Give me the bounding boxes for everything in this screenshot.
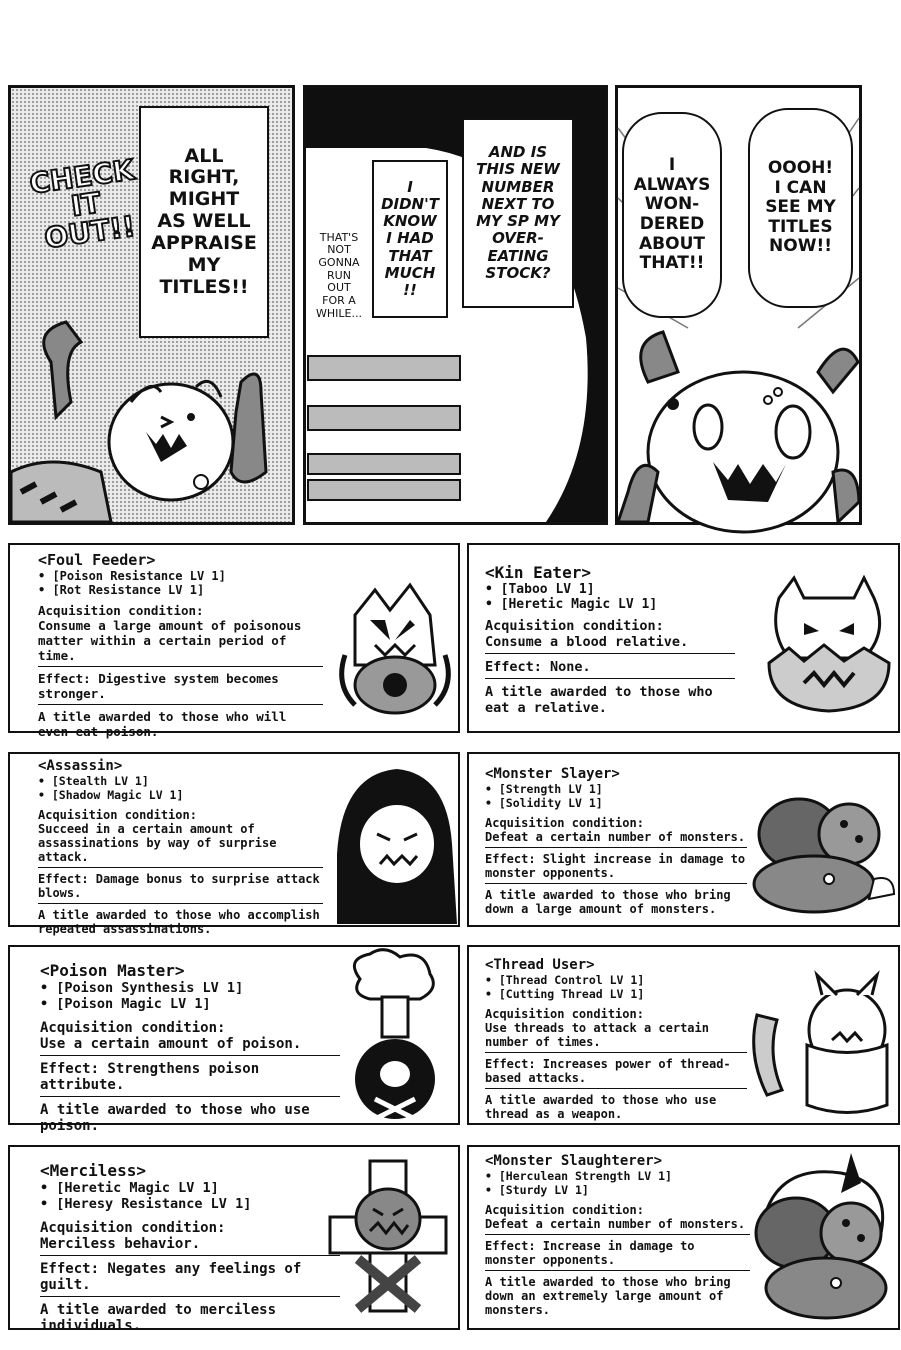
- title-skill: • [Heresy Resistance LV 1]: [40, 1196, 252, 1212]
- manga-panel-2: [303, 85, 608, 525]
- title-effect: Effect: Damage bonus to surprise attack blows.: [38, 868, 323, 904]
- title-skill: • [Heretic Magic LV 1]: [40, 1180, 219, 1196]
- acquisition-condition: Use threads to attack a certain number of times.: [485, 1021, 747, 1053]
- cross-spider-icon: [328, 1159, 448, 1319]
- title-effect: Effect: Slight increase in damage to monster opponents.: [485, 848, 747, 884]
- title-effect: Effect: Increase in damage to monster opponents.: [485, 1235, 750, 1271]
- acquisition-label: Acquisition condition:: [40, 1020, 226, 1036]
- acquisition-condition: Consume a blood relative.: [485, 634, 735, 654]
- acquisition-label: Acquisition condition:: [485, 1007, 644, 1021]
- hooded-spider-icon: [332, 764, 462, 924]
- title-card-merciless: [8, 1145, 460, 1334]
- title-skill: • [Heretic Magic LV 1]: [485, 597, 658, 612]
- title-card-foul-feeder: [8, 543, 460, 739]
- title-name: <Assassin>: [38, 758, 123, 774]
- poison-flask-icon: [340, 949, 450, 1124]
- title-effect: Effect: None.: [485, 654, 735, 679]
- monster-pile-icon: [749, 784, 899, 914]
- title-effect: Effect: Strengthens poison attribute.: [40, 1056, 340, 1097]
- acquisition-label: Acquisition condition:: [485, 618, 664, 634]
- title-card-monster-slayer: [467, 752, 900, 927]
- title-skill: • [Poison Synthesis LV 1]: [40, 980, 244, 996]
- check-it-out-sfx: CHECK IT OUT!!: [27, 153, 138, 255]
- acquisition-condition: Merciless behavior.: [40, 1236, 340, 1256]
- title-skill: • [Solidity LV 1]: [485, 796, 603, 810]
- speech-bubble-didnt-know: I DIDN'T KNOW I HAD THAT MUCH !!: [372, 160, 448, 318]
- monster-heap-icon: [751, 1153, 901, 1328]
- acquisition-label: Acquisition condition:: [485, 816, 644, 830]
- spider-kumoko-pointing: [11, 322, 292, 522]
- speech-bubble-run-out: THAT'S NOT GONNA RUN OUT FOR A WHILE...: [316, 230, 362, 320]
- title-card-assassin: [8, 752, 460, 936]
- title-card-poison-master: [8, 945, 460, 1134]
- speech-bubble-see-titles: OOOH! I CAN SEE MY TITLES NOW!!: [748, 108, 853, 308]
- title-card-thread-user: [467, 945, 900, 1125]
- acquisition-label: Acquisition condition:: [38, 603, 204, 618]
- title-description: A title awarded to those who bring down an extremely large amount of monsters.: [485, 1275, 731, 1317]
- title-skill: • [Sturdy LV 1]: [485, 1183, 589, 1197]
- title-description: A title awarded to those who accomplish repeated assassinations.: [38, 908, 320, 936]
- spider-thread-spool-icon: [747, 975, 897, 1115]
- title-description: A title awarded to those who use thread as a weapon.: [485, 1093, 717, 1121]
- title-skill: • [Strength LV 1]: [485, 782, 603, 796]
- title-skill: • [Shadow Magic LV 1]: [38, 788, 184, 802]
- speech-bubble-appraise: ALL RIGHT, MIGHT AS WELL APPRAISE MY TITLES!!: [139, 106, 269, 338]
- title-description: A title awarded to merciless individuals.: [40, 1302, 277, 1334]
- spider-eating-egg-icon: [764, 573, 894, 713]
- spider-kumoko-excited: [618, 322, 859, 522]
- acquisition-label: Acquisition condition:: [485, 1203, 644, 1217]
- manga-panel-3: [615, 85, 862, 525]
- title-description: A title awarded to those who will even eat poison.: [38, 709, 287, 739]
- title-skill: • [Rot Resistance LV 1]: [38, 583, 205, 597]
- acquisition-condition: Consume a large amount of poisonous matter within a certain period of time.: [38, 618, 323, 667]
- acquisition-condition: Defeat a certain number of monsters.: [485, 830, 747, 848]
- title-name: <Monster Slaughterer>: [485, 1153, 663, 1169]
- title-skill: • [Poison Resistance LV 1]: [38, 569, 226, 583]
- acquisition-label: Acquisition condition:: [40, 1220, 226, 1236]
- title-skill: • [Herculean Strength LV 1]: [485, 1169, 672, 1183]
- title-effect: Effect: Digestive system becomes stronger.: [38, 667, 323, 705]
- title-name: <Kin Eater>: [485, 563, 591, 582]
- title-description: A title awarded to those who bring down a large amount of monsters.: [485, 888, 731, 916]
- title-name: <Thread User>: [485, 957, 595, 973]
- title-name: <Monster Slayer>: [485, 766, 620, 782]
- title-skill: • [Thread Control LV 1]: [485, 973, 645, 987]
- acquisition-condition: Defeat a certain number of monsters.: [485, 1217, 750, 1235]
- acquisition-condition: Use a certain amount of poison.: [40, 1036, 340, 1056]
- title-card-kin-eater: [467, 543, 900, 733]
- title-description: A title awarded to those who use poison.: [40, 1102, 310, 1134]
- broken-egg-spider-icon: [335, 585, 455, 715]
- speech-bubble-overeating-stock: AND IS THIS NEW NUMBER NEXT TO MY SP MY OVER- EATING STOCK?: [462, 118, 574, 308]
- title-name: <Merciless>: [40, 1161, 146, 1180]
- title-effect: Effect: Increases power of thread-based attacks.: [485, 1053, 747, 1089]
- title-skill: • [Taboo LV 1]: [485, 582, 595, 597]
- title-skill: • [Poison Magic LV 1]: [40, 996, 211, 1012]
- title-skill: • [Cutting Thread LV 1]: [485, 987, 645, 1001]
- title-card-monster-slaughterer: [467, 1145, 900, 1330]
- title-name: <Poison Master>: [40, 961, 185, 980]
- speech-bubble-always-wondered: I ALWAYS WON- DERED ABOUT THAT!!: [622, 112, 722, 318]
- title-effect: Effect: Negates any feelings of guilt.: [40, 1256, 340, 1297]
- acquisition-label: Acquisition condition:: [38, 808, 197, 822]
- title-description: A title awarded to those who eat a relative.: [485, 684, 713, 716]
- title-name: <Foul Feeder>: [38, 551, 156, 569]
- manga-panel-1: [8, 85, 295, 525]
- acquisition-condition: Succeed in a certain amount of assassinations by way of surprise attack.: [38, 822, 323, 868]
- title-skill: • [Stealth LV 1]: [38, 774, 149, 788]
